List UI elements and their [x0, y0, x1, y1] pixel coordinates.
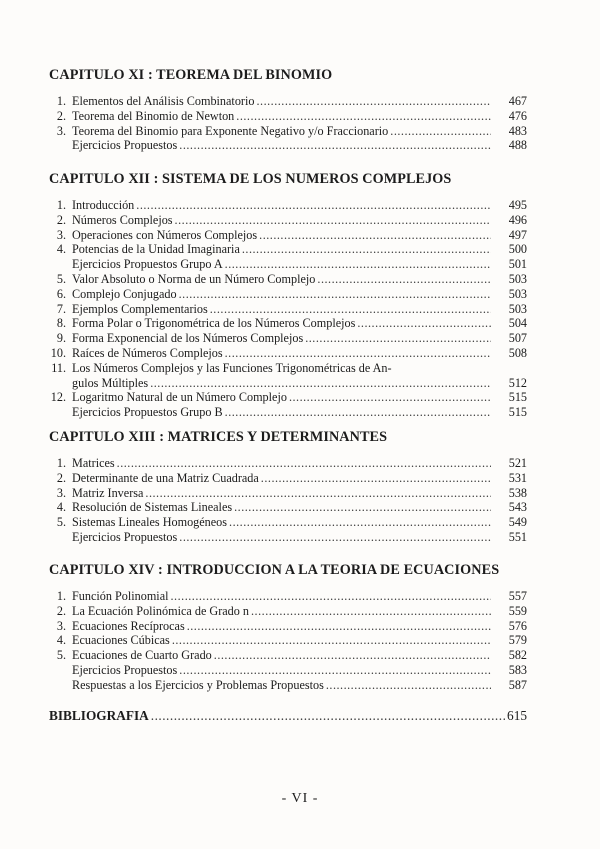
entry-page: 549: [508, 515, 527, 530]
leader-dots: [289, 390, 491, 405]
entry-label: Raíces de Números Complejos: [72, 345, 223, 360]
leader-dots: [187, 619, 491, 634]
entry-label: Logaritmo Natural de un Número Complejo: [72, 390, 287, 405]
entry-number: 2.: [56, 108, 66, 123]
leader-dots: [256, 94, 491, 109]
toc-entry[interactable]: [49, 287, 527, 302]
entry-page: 501: [508, 257, 527, 272]
toc-list: [49, 94, 527, 153]
toc-entry[interactable]: [49, 94, 527, 109]
entry-number: 9.: [56, 331, 66, 346]
chapter-title: CAPITULO XIV : INTRODUCCION A LA TEORIA DE ECUACIONES: [49, 562, 500, 578]
entry-number: 2.: [56, 212, 66, 227]
leader-dots: [175, 213, 491, 228]
entry-number: 4.: [56, 500, 66, 515]
toc-list: [49, 589, 527, 693]
leader-dots: [251, 604, 491, 619]
entry-label: Sistemas Lineales Homogéneos: [72, 515, 228, 530]
toc-entry[interactable]: [49, 604, 527, 619]
entry-label: Operaciones con Números Complejos: [72, 227, 258, 242]
entry-label: Forma Exponencial de los Números Complejos: [72, 331, 304, 346]
toc-list: [49, 198, 527, 420]
entry-number: 4.: [56, 242, 66, 257]
toc-entry[interactable]: [49, 138, 527, 153]
bibliography-entry[interactable]: [49, 708, 527, 724]
leader-dots: [259, 228, 491, 243]
chapter-title: CAPITULO XIII : MATRICES Y DETERMINANTES: [49, 429, 388, 445]
entry-number: 2.: [56, 470, 66, 485]
entry-page: 467: [508, 94, 527, 108]
leader-dots: [179, 287, 491, 302]
entry-number: 3.: [56, 485, 66, 500]
entry-page: 496: [508, 212, 527, 227]
entry-page: 579: [508, 633, 527, 648]
leader-dots: [357, 316, 491, 331]
leader-dots: [242, 242, 491, 257]
entry-label: Matrices: [72, 456, 115, 470]
leader-dots: [179, 138, 491, 153]
entry-page: 587: [508, 677, 527, 692]
chapter-xi: [49, 66, 527, 153]
entry-number: 2.: [56, 603, 66, 618]
toc-entry-wrapped-second-line[interactable]: [49, 376, 527, 391]
entry-number: 1.: [56, 94, 66, 108]
entry-page: 497: [508, 227, 527, 242]
entry-number: 8.: [56, 316, 66, 331]
entry-number: 12.: [50, 390, 66, 405]
toc-list: [49, 456, 527, 545]
toc-entry[interactable]: [49, 633, 527, 648]
entry-number: 7.: [56, 301, 66, 316]
entry-page: 576: [508, 618, 527, 633]
entry-page: 531: [508, 470, 527, 485]
entry-label: Introducción: [72, 198, 135, 212]
entry-page: 504: [508, 316, 527, 331]
leader-dots: [234, 500, 491, 515]
entry-page: 488: [508, 138, 527, 153]
leader-dots: [305, 331, 491, 346]
entry-page: 538: [508, 485, 527, 500]
entry-page: 515: [508, 390, 527, 405]
entry-number: 5.: [56, 515, 66, 530]
entry-label: Elementos del Análisis Combinatorio: [72, 94, 255, 108]
entry-label: Ejercicios Propuestos Grupo B: [72, 405, 223, 420]
bibliography-label: BIBLIOGRAFIA: [49, 708, 149, 723]
toc-entry[interactable]: [49, 242, 527, 257]
leader-dots: [150, 376, 491, 391]
entry-label: Teorema del Binomio para Exponente Negativo y/o Fraccionario: [72, 123, 389, 138]
entry-page: 512: [508, 375, 527, 390]
toc-entry[interactable]: [49, 648, 527, 663]
entry-page: 503: [508, 301, 527, 316]
entry-page: 495: [508, 198, 527, 212]
entry-number: 5.: [56, 648, 66, 663]
leader-dots: [172, 633, 491, 648]
entry-page: 515: [508, 405, 527, 420]
entry-label: Ejercicios Propuestos: [72, 138, 178, 153]
page-folio: - VI -: [281, 791, 319, 806]
entry-label: Teorema del Binomio de Newton: [72, 108, 235, 123]
leader-dots: [225, 405, 491, 420]
leader-dots: [317, 272, 491, 287]
toc-entry-wrapped-first-line[interactable]: [49, 361, 527, 376]
entry-number: 11.: [51, 360, 66, 375]
entry-label: Ejemplos Complementarios: [72, 301, 208, 316]
entry-label: Valor Absoluto o Norma de un Número Complejo: [72, 271, 316, 286]
entry-page: 557: [508, 589, 527, 603]
entry-label: Matriz Inversa: [72, 485, 144, 500]
entry-page: 521: [508, 456, 527, 470]
leader-dots: [117, 456, 491, 471]
toc-entry[interactable]: [49, 390, 527, 405]
entry-page: 582: [508, 648, 527, 663]
entry-number: 1.: [56, 198, 66, 212]
toc-entry[interactable]: [49, 346, 527, 361]
entry-page: 507: [508, 331, 527, 346]
entry-page: 483: [508, 123, 527, 138]
leader-dots: [145, 486, 491, 501]
entry-page: 583: [508, 662, 527, 677]
entry-label-continuation: gulos Múltiples: [72, 375, 149, 390]
leader-dots: [326, 678, 491, 693]
entry-page: 543: [508, 500, 527, 515]
toc-entry[interactable]: [49, 302, 527, 317]
entry-label: Potencias de la Unidad Imaginaria: [72, 242, 240, 257]
leader-dots: [179, 530, 491, 545]
leader-dots: [236, 109, 491, 124]
toc-entry[interactable]: [49, 471, 527, 486]
leader-dots: [225, 346, 491, 361]
entry-label: Resolución de Sistemas Lineales: [72, 500, 233, 515]
toc-entry[interactable]: [49, 316, 527, 331]
leader-dots: [151, 708, 505, 724]
chapter-xii: [49, 170, 527, 420]
chapter-title: CAPITULO XII : SISTEMA DE LOS NUMEROS COMPLEJOS: [49, 171, 452, 187]
toc-entry[interactable]: [49, 198, 527, 213]
entry-label: Ejercicios Propuestos Grupo A: [72, 257, 223, 272]
entry-number: 3.: [56, 618, 66, 633]
bibliography-page: 615: [507, 708, 527, 723]
entry-page: 503: [508, 271, 527, 286]
entry-label: Determinante de una Matriz Cuadrada: [72, 470, 259, 485]
toc-entry[interactable]: [49, 663, 527, 678]
entry-number: 4.: [56, 633, 66, 648]
entry-page: 559: [508, 603, 527, 618]
toc-entry[interactable]: [49, 589, 527, 604]
toc-entry[interactable]: [49, 213, 527, 228]
toc-entry[interactable]: [49, 530, 527, 545]
toc-entry[interactable]: [49, 124, 527, 139]
leader-dots: [171, 589, 492, 604]
entry-label: Ejercicios Propuestos: [72, 662, 178, 677]
chapter-xiii: [49, 428, 527, 545]
entry-page: 476: [508, 108, 527, 123]
leader-dots: [136, 198, 491, 213]
toc-entry[interactable]: [49, 500, 527, 515]
entry-number: 3.: [56, 227, 66, 242]
entry-label: La Ecuación Polinómica de Grado n: [72, 603, 249, 618]
toc-entry[interactable]: [49, 619, 527, 634]
toc-entry[interactable]: [49, 228, 527, 243]
chapter-xiv: [49, 561, 527, 693]
toc-entry[interactable]: [49, 486, 527, 501]
entry-label: Los Números Complejos y las Funciones Trigonométricas de An-: [72, 360, 392, 375]
entry-label: Ejercicios Propuestos: [72, 529, 178, 544]
entry-page: 503: [508, 286, 527, 301]
leader-dots: [214, 648, 491, 663]
entry-number: 1.: [56, 589, 66, 603]
entry-label: Respuestas a los Ejercicios y Problemas Propuestos: [72, 677, 324, 692]
toc-entry[interactable]: [49, 257, 527, 272]
entry-label: Forma Polar o Trigonométrica de los Números Complejos: [72, 316, 356, 331]
toc-entry[interactable]: [49, 678, 527, 693]
entry-number: 6.: [56, 286, 66, 301]
toc-entry[interactable]: [49, 515, 527, 530]
entry-label: Ecuaciones Cúbicas: [72, 633, 170, 648]
entry-label: Ecuaciones Recíprocas: [72, 618, 185, 633]
leader-dots: [390, 124, 491, 139]
entry-page: 500: [508, 242, 527, 257]
toc-entry[interactable]: [49, 109, 527, 124]
leader-dots: [179, 663, 491, 678]
entry-page: 551: [508, 529, 527, 544]
entry-number: 1.: [56, 456, 66, 470]
entry-label: Complejo Conjugado: [72, 286, 177, 301]
toc-entry[interactable]: [49, 272, 527, 287]
chapter-title: CAPITULO XI : TEOREMA DEL BINOMIO: [49, 67, 333, 83]
leader-dots: [229, 515, 491, 530]
leader-dots: [261, 471, 491, 486]
entry-label: Números Complejos: [72, 212, 173, 227]
entry-label: Ecuaciones de Cuarto Grado: [72, 648, 212, 663]
entry-number: 5.: [56, 271, 66, 286]
entry-number: 10.: [50, 345, 66, 360]
entry-page: 508: [508, 345, 527, 360]
leader-dots: [225, 257, 491, 272]
toc-entry[interactable]: [49, 331, 527, 346]
entry-number: 3.: [56, 123, 66, 138]
toc-entry[interactable]: [49, 405, 527, 420]
toc-entry[interactable]: [49, 456, 527, 471]
entry-label: Función Polinomial: [72, 589, 169, 603]
leader-dots: [210, 302, 491, 317]
